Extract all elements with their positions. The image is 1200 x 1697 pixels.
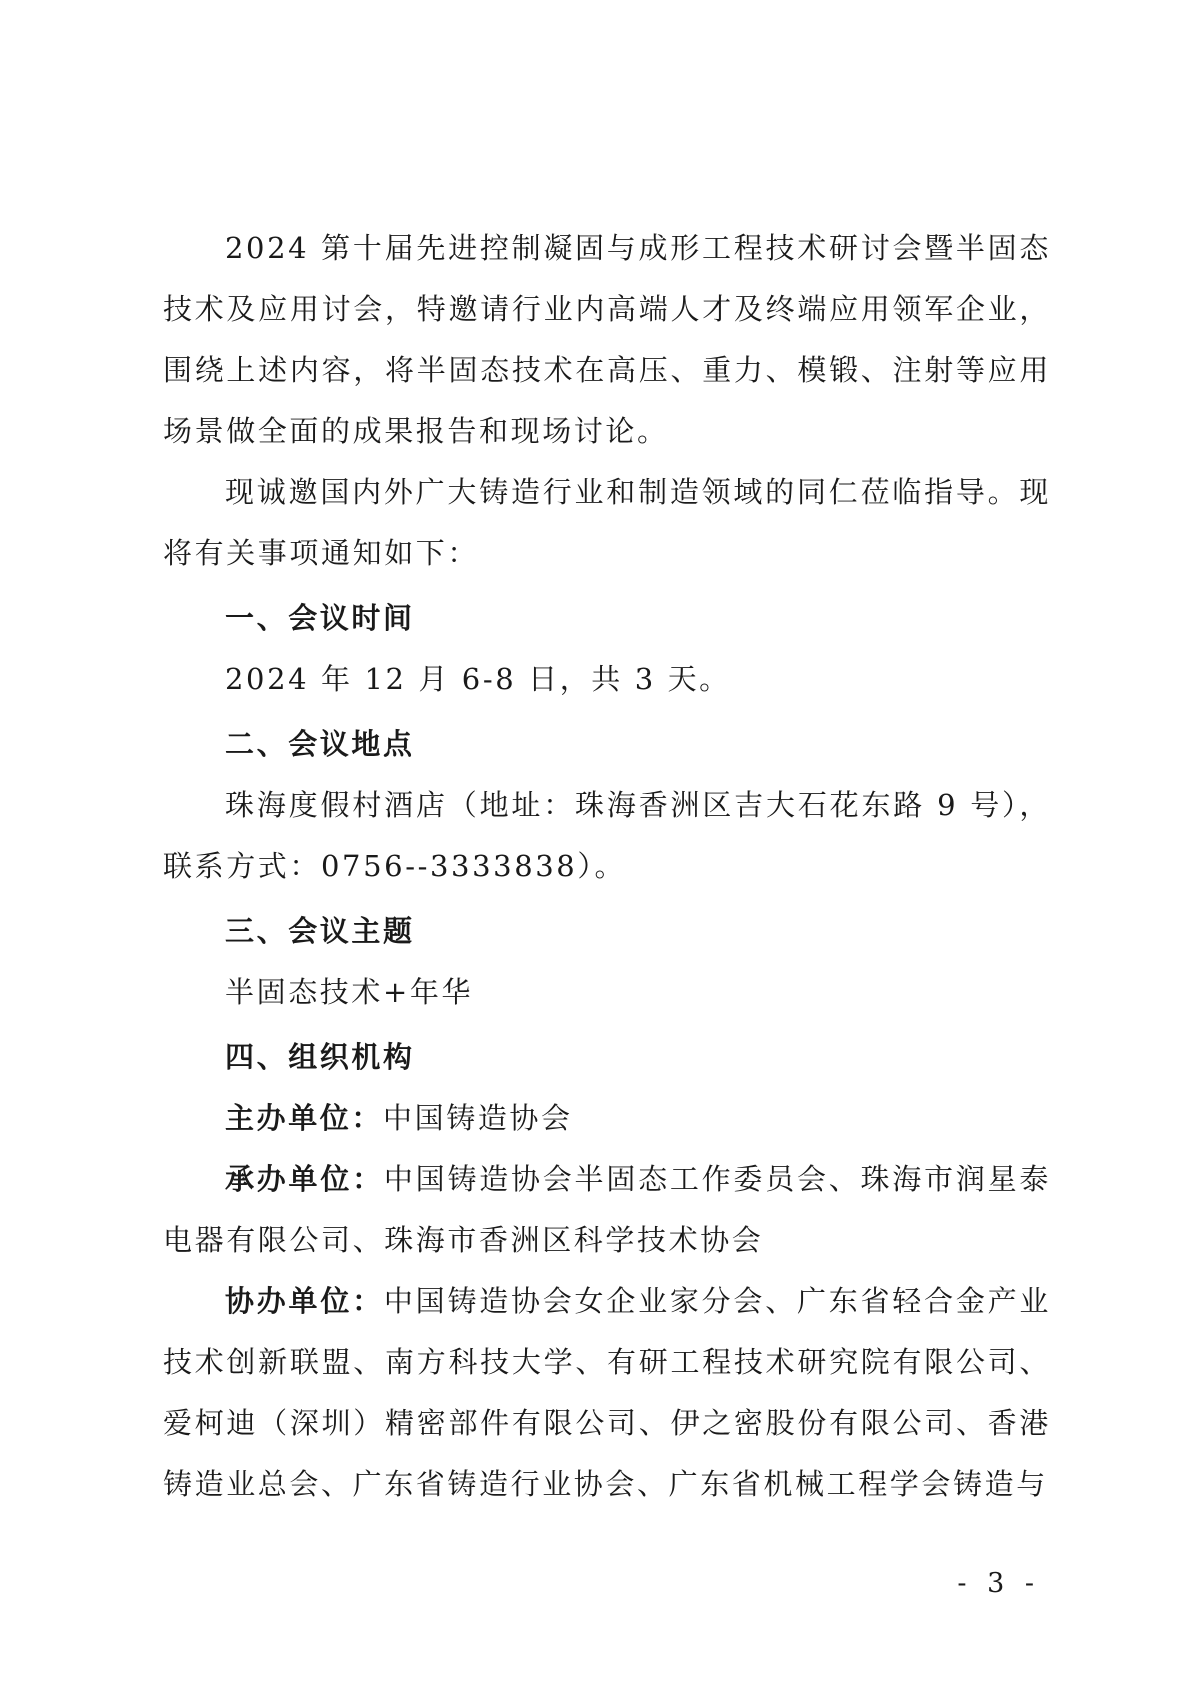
section-content-location: 珠海度假村酒店（地址：珠海香洲区吉大石花东路 9 号），联系方式：0756--3333838）。 [163,788,1051,883]
org-host-value: 中国铸造协会 [383,1101,573,1135]
org-co-organizer-value: 中国铸造协会女企业家分会、广东省轻合金产业技术创新联盟、南方科技大学、有研工程技术研究院有限公司、爱柯迪（深圳）精密部件有限公司、伊之密股份有限公司、香港铸造业总会、广东省铸造行业协会、广东省机械工程学会铸造与 [163,1284,1051,1501]
page-number: - 3 - [957,1568,1040,1599]
section-content-theme: 半固态技术+年华 [225,975,474,1009]
section-heading-organization: 四、组织机构 [225,1040,415,1074]
org-organizer-value: 中国铸造协会半固态工作委员会、珠海市润星泰电器有限公司、珠海市香洲区科学技术协会 [163,1162,1051,1257]
section-content-time: 2024 年 12 月 6-8 日，共 3 天。 [225,662,731,696]
document-body [163,218,1051,1515]
intro-paragraph-2: 现诚邀国内外广大铸造行业和制造领域的同仁莅临指导。现将有关事项通知如下： [163,475,1051,570]
org-host-label: 主办单位： [225,1101,384,1135]
section-heading-theme: 三、会议主题 [225,914,415,948]
org-organizer-label: 承办单位： [225,1162,384,1196]
section-heading-time: 一、会议时间 [225,601,415,635]
org-organizer [163,1149,1051,1271]
org-co-organizer-label: 协办单位： [225,1284,384,1318]
section-heading-location: 二、会议地点 [225,727,415,761]
org-co-organizer [163,1271,1051,1515]
intro-paragraph-1: 2024 第十届先进控制凝固与成形工程技术研讨会暨半固态技术及应用讨会，特邀请行业内高端人才及终端应用领军企业，围绕上述内容，将半固态技术在高压、重力、模锻、注射等应用场景做全面的成果报告和现场讨论。 [163,231,1051,448]
org-host [163,1088,1051,1149]
